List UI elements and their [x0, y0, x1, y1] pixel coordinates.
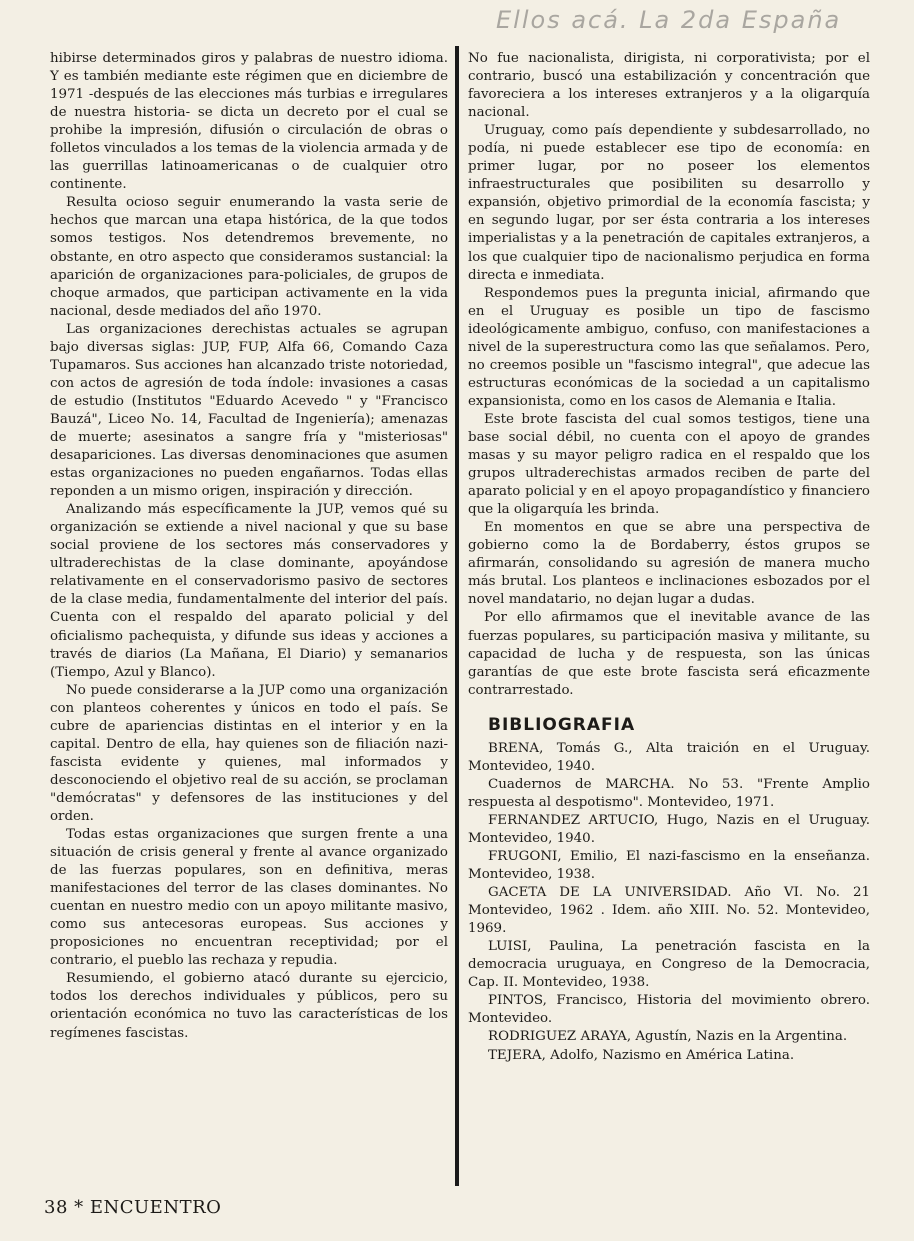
bibliography-entry: FRUGONI, Emilio, El nazi-fascismo en la enseñanza. Montevideo, 1938. [468, 849, 870, 883]
paragraph: Las organizaciones derechistas actuales se agrupan bajo diversas siglas: JUP, FUP, Alfa 66, Comando Caza Tupamaros. Sus acciones han alcanzado triste notoriedad, con actos de agresión de toda índole: invasiones a casas de estudio (Institutos "Eduardo Acevedo " y "Francisco Bauzá", Liceo No. 14, Facultad de Ingeniería); amenazas de muerte; asesinatos a sangre fría y "misteriosas" desapariciones. Las diversas denominaciones que asumen estas organizaciones no pueden engañarnos. Todas ellas reponden a un mismo origen, inspiración y dirección. [50, 321, 448, 500]
paragraph: Por ello afirmamos que el inevitable avance de las fuerzas populares, su participación masiva y militante, su capacidad de lucha y de respuesta, son las únicas garantías de que este brote fascista será eficazmente contrarrestado. [468, 610, 870, 698]
bibliography-heading: BIBLIOGRAFIA [488, 714, 636, 735]
left-column [50, 50, 448, 1043]
page-footer: 38 * ENCUENTRO [44, 1197, 222, 1218]
bibliography-entry: RODRIGUEZ ARAYA, Agustín, Nazis en la Argentina. [488, 1029, 848, 1045]
paragraph: Uruguay, como país dependiente y subdesarrollado, no podía, ni puede establecer ese tipo de economía: en primer lugar, por no poseer los elementos infraestructurales que posibiliten su desarrollo y expansión, objetivo primordial de la economía fascista; y en segundo lugar, por ser ésta contraria a los intereses imperialistas y a la penetración de capitales extranjeros, a los que cualquier tipo de nacionalismo perjudica en forma directa e inmediata. [468, 123, 870, 283]
bibliography-entry: LUISI, Paulina, La penetración fascista en la democracia uruguaya, en Congreso de la Democracia, Cap. II. Montevideo, 1938. [468, 939, 870, 991]
bibliography-entry: BRENA, Tomás G., Alta traición en el Uruguay. Montevideo, 1940. [468, 740, 870, 774]
paragraph: Todas estas organizaciones que surgen frente a una situación de crisis general y frente al avance organizado de las fuerzas populares, son en definitiva, meras manifestaciones del terror de las clases dominantes. No cuentan en nuestro medio con un apoyo militante masivo, como sus antecesoras europeas. Sus acciones y proposiciones no encuentran receptividad; por el contrario, el pueblo las rechaza y repudia. [50, 827, 448, 969]
bibliography-entry: Cuadernos de MARCHA. No 53. "Frente Amplio respuesta al despotismo". Montevideo, 1971. [468, 776, 870, 810]
paragraph: No fue nacionalista, dirigista, ni corporativista; por el contrario, buscó una estabilización y concentración que favoreciera a los intereses extranjeros y a la oligarquía nacional. [468, 51, 870, 121]
bibliography-entry: PINTOS, Francisco, Historia del movimiento obrero. Montevideo. [468, 993, 870, 1027]
right-column [468, 50, 870, 1065]
paragraph: Respondemos pues la pregunta inicial, afirmando que en el Uruguay es posible un tipo de fascismo ideológicamente ambiguo, confuso, con manifestaciones a nivel de la superestructura como las que señalamos. Pero, no creemos posible un "fascismo integral", que adecue las estructuras económicas de la sociedad a un capitalismo expansionista, como en los casos de Alemania e Italia. [468, 285, 870, 409]
bibliography-entry: GACETA DE LA UNIVERSIDAD. Año VI. No. 21 Montevideo, 1962 . Idem. año XIII. No. 52. Montevideo, 1969. [468, 885, 870, 937]
paragraph: Analizando más específicamente la JUP, vemos qué su organización se extiende a nivel nacional y que su base social proviene de los sectores más conservadores y ultraderechistas de la clase dominante, apoyándose relativamente en el conservadorismo pasivo de sectores de la clase media, fundamentalmente del interior del país. Cuenta con el respaldo del aparato policial y del oficialismo pachequista, y difunde sus ideas y acciones a través de diarios (La Mañana, El Diario) y semanarios (Tiempo, Azul y Blanco). [50, 502, 448, 680]
paragraph: Resumiendo, el gobierno atacó durante su ejercicio, todos los derechos individuales y públicos, pero su orientación económica no tuvo las características de los regímenes fascistas. [50, 971, 448, 1041]
bibliography-entry: FERNANDEZ ARTUCIO, Hugo, Nazis en el Uruguay. Montevideo, 1940. [468, 812, 870, 846]
paragraph: Este brote fascista del cual somos testigos, tiene una base social débil, no cuenta con el apoyo de grandes masas y su mayor peligro radica en el respaldo que los grupos ultraderechistas armados reciben de parte del aparato policial y en el apoyo propagandístico y financiero que la oligarquía les brinda. [468, 411, 870, 518]
column-divider [455, 46, 459, 1186]
handwritten-annotation: Ellos acá. La 2da España [496, 6, 842, 34]
paragraph: En momentos en que se abre una perspectiva de gobierno como la de Bordaberry, éstos grupos se afirmarán, consolidando su agresión de manera mucho más brutal. Los planteos e inclinaciones esbozados por el novel mandatario, no dejan lugar a dudas. [468, 520, 870, 608]
paragraph: No puede considerarse a la JUP como una organización con planteos coherentes y únicos en todo el país. Se cubre de apariencias distintas en el interior y en la capital. Dentro de ella, hay quienes son de filiación nazi-fascista evidente y quienes, mal informados y desconociendo el objetivo real de su acción, se proclaman "demócratas" y defensores de las instituciones y del orden. [50, 682, 448, 824]
paragraph: hibirse determinados giros y palabras de nuestro idioma. Y es también mediante este régimen que en diciembre de 1971 -después de las elecciones más turbias e irregulares de nuestra historia- se dicta un decreto por el cual se prohibe la impresión, difusión o circulación de obras o folletos vinculados a los temas de la violencia armada y de las guerrillas latinoamericanas o de cualquier otro continente. [50, 51, 448, 193]
bibliography-entry: TEJERA, Adolfo, Nazismo en América Latina. [488, 1047, 795, 1063]
paragraph: Resulta ocioso seguir enumerando la vasta serie de hechos que marcan una etapa histórica, de la que todos somos testigos. Nos detendremos brevemente, no obstante, en otro aspecto que consideramos sustancial: la aparición de organizaciones para-policiales, de grupos de choque armados, que participan activamente en la vida nacional, desde mediados del año 1970. [50, 195, 448, 319]
bibliography-list [468, 740, 870, 1065]
